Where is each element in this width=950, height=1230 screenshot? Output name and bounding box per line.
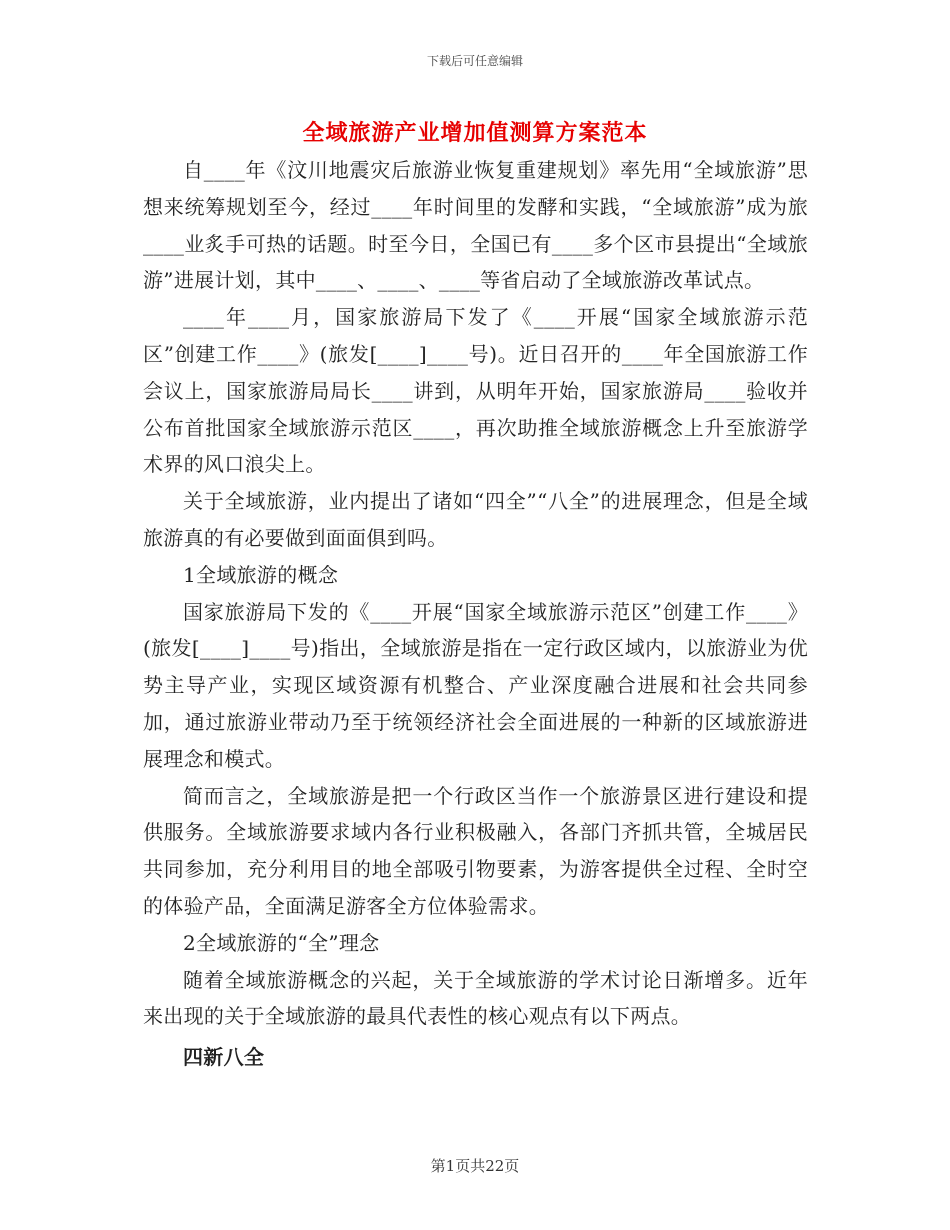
paragraph-5: 简而言之，全域旅游是把一个行政区当作一个旅游景区进行建设和提供服务。全域旅游要求域内各行业积极融入，各部门齐抓共管，全城居民共同参加，充分利用目的地全部吸引物要素，为游客提供全过程、全时空的体验产品，全面满足游客全方位体验需求。 bbox=[143, 783, 808, 918]
page-footer: 第1页共22页 bbox=[430, 1157, 520, 1175]
document-title: 全域旅游产业增加值测算方案范本 bbox=[302, 121, 648, 146]
bold-subheading: 四新八全 bbox=[183, 1045, 265, 1070]
header-note: 下载后可任意编辑 bbox=[426, 54, 523, 68]
section-1-heading: 1全域旅游的概念 bbox=[183, 562, 339, 587]
paragraph-3: 关于全域旅游，业内提出了诸如“四全”“八全”的进展理念，但是全域旅游真的有必要做到面面俱到吗。 bbox=[143, 489, 808, 550]
document-body bbox=[143, 152, 808, 1076]
paragraph-1: 自____年《汶川地震灾后旅游业恢复重建规划》率先用“全域旅游”思想来统筹规划至今，经过____年时间里的发酵和实践，“全域旅游”成为旅____业炙手可热的话题。时至今日，全国已有____多个区市县提出“全域旅游”进展计划，其中____、____、____等省启动了全域旅游改革试点。 bbox=[143, 158, 808, 293]
section-2-heading: 2全域旅游的“全”理念 bbox=[183, 930, 380, 955]
paragraph-6: 随着全域旅游概念的兴起，关于全域旅游的学术讨论日渐增多。近年来出现的关于全域旅游的最具代表性的核心观点有以下两点。 bbox=[143, 967, 808, 1029]
paragraph-4: 国家旅游局下发的《____开展“国家全域旅游示范区”创建工作____》(旅发[____]____号)指出，全域旅游是指在一定行政区域内，以旅游业为优势主导产业，实现区域资源有机整合、产业深度融合进展和社会共同参加，通过旅游业带动乃至于统领经济社会全面进展的一种新的区域旅游进展理念和模式。 bbox=[143, 599, 808, 771]
paragraph-2: ____年____月，国家旅游局下发了《____开展“国家全域旅游示范区”创建工作____》(旅发[____]____号)。近日召开的____年全国旅游工作会议上，国家旅游局局长____讲到，从明年开始，国家旅游局____验收并公布首批国家全域旅游示范区____，再次助推全域旅游概念上升至旅游学术界的风口浪尖上。 bbox=[143, 305, 808, 477]
